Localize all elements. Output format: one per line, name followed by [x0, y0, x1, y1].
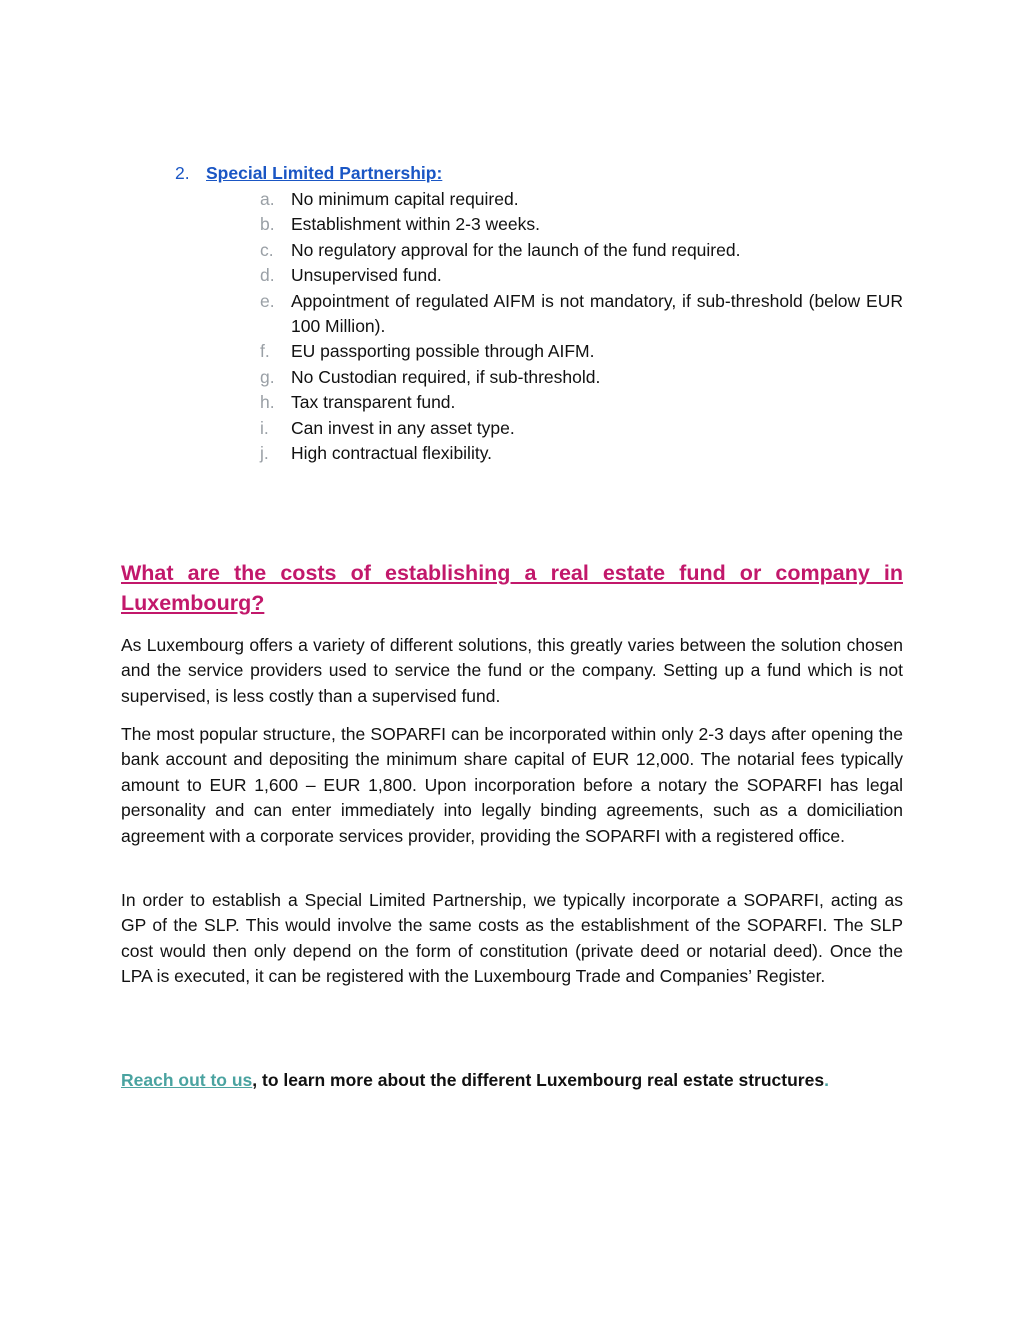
- list-item: [260, 390, 903, 415]
- list-item-text: Tax transparent fund.: [291, 392, 456, 413]
- list-item: [260, 365, 903, 390]
- list-marker: j.: [260, 443, 269, 464]
- list-marker: b.: [260, 214, 275, 235]
- cta-text: , to learn more about the different Luxembourg real estate structures: [252, 1070, 825, 1090]
- list-item: [260, 289, 903, 340]
- list-item: [260, 263, 903, 288]
- list-marker: f.: [260, 341, 270, 362]
- list-item: [260, 416, 903, 441]
- list-marker: g.: [260, 366, 275, 387]
- reach-out-link[interactable]: Reach out to us: [121, 1070, 253, 1090]
- feature-list: [260, 187, 903, 466]
- list-marker: c.: [260, 239, 274, 260]
- list-item: [260, 339, 903, 364]
- list-item-text: Unsupervised fund.: [291, 265, 442, 286]
- list-item: [260, 441, 903, 466]
- list-item-text: EU passporting possible through AIFM.: [291, 341, 595, 362]
- list-marker: h.: [260, 392, 275, 413]
- list-item-text: High contractual flexibility.: [291, 443, 493, 464]
- list-item-text: Establishment within 2-3 weeks.: [291, 214, 540, 235]
- cta-period: .: [824, 1070, 829, 1090]
- list-item-text: No regulatory approval for the launch of the fund required.: [291, 239, 741, 260]
- list-marker: d.: [260, 265, 275, 286]
- list-item-text: Can invest in any asset type.: [291, 417, 515, 438]
- list-marker: e.: [260, 290, 275, 311]
- list-item: [260, 238, 903, 263]
- list-item: [260, 212, 903, 237]
- list-item-text: No Custodian required, if sub-threshold.: [291, 366, 601, 387]
- list-item-text: No minimum capital required.: [291, 189, 519, 209]
- paragraph-soparfi: The most popular structure, the SOPARFI can be incorporated within only 2-3 days after opening the bank account and depositing the minimum share capital of EUR 12,000. The notarial fees typically amount to EUR 1,600 – EUR 1,800. Upon incorporation before a notary the SOPARFI has legal personality and can enter immediately into legally binding agreements, such as a domiciliation agreement with a corporate services provider, providing the SOPARFI with a registered office.: [121, 724, 903, 846]
- call-to-action: [121, 1068, 911, 1093]
- list-marker: i.: [260, 417, 269, 438]
- paragraph-slp: In order to establish a Special Limited Partnership, we typically incorporate a SOPARFI, acting as GP of the SLP. This would involve the same costs as the establishment of the SOPARFI. The SLP cost would then only depend on the form of constitution (private deed or notarial deed). Once the LPA is executed, it can be registered with the Luxembourg Trade and Companies’ Register.: [121, 890, 903, 987]
- paragraph-intro: As Luxembourg offers a variety of different solutions, this greatly varies between the solution chosen and the service providers used to service the fund or the company. Setting up a fund which is not supervised, is less costly than a supervised fund.: [121, 635, 903, 706]
- list-marker: a.: [260, 189, 275, 209]
- list-item-text: Appointment of regulated AIFM is not mandatory, if sub-threshold (below EUR 100 Million).: [291, 290, 903, 337]
- section-title-link[interactable]: Special Limited Partnership:: [206, 163, 443, 183]
- numbered-section-header: [175, 162, 442, 184]
- list-item: [260, 187, 903, 212]
- section-number: 2.: [175, 163, 190, 183]
- costs-heading-link[interactable]: What are the costs of establishing a real estate fund or company in Luxembourg?: [121, 561, 903, 615]
